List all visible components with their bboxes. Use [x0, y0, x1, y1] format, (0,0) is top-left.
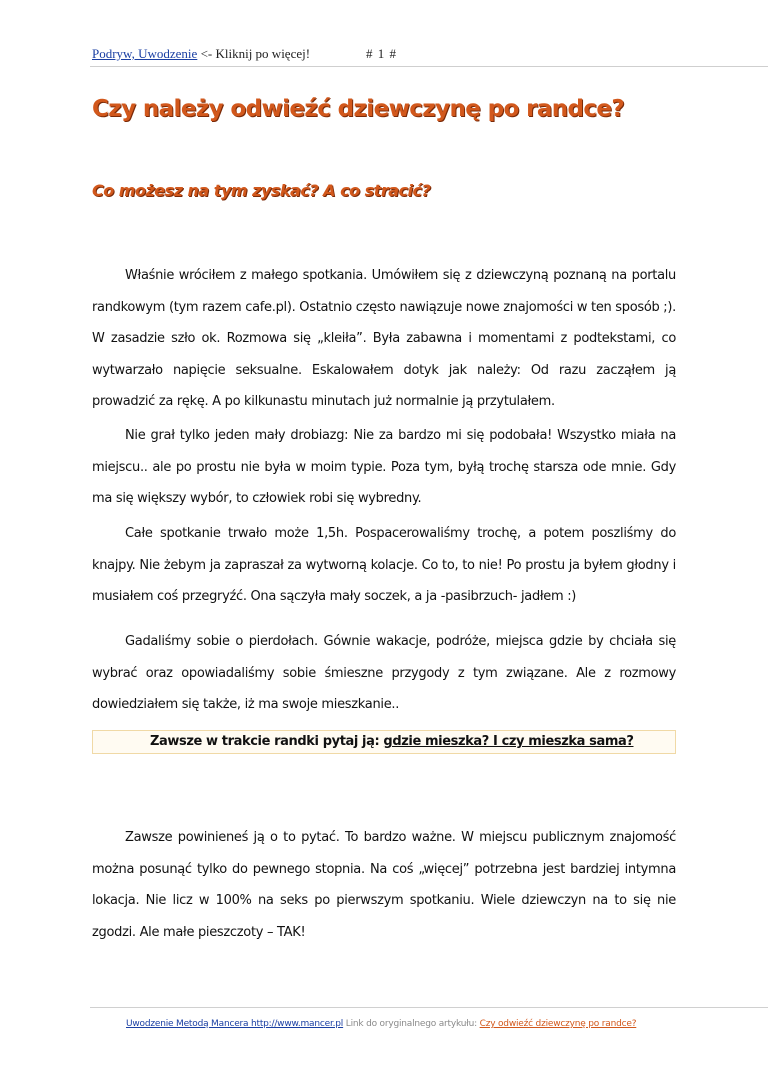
page-footer: [126, 1019, 636, 1029]
article-title: Czy należy odwieźć dziewczynę po randce?: [92, 96, 625, 122]
tip-callout-box: [92, 730, 676, 754]
tip-emphasis: gdzie mieszka? I czy mieszka sama?: [383, 734, 634, 749]
page-number: # 1 #: [366, 46, 397, 61]
header-divider: [90, 66, 768, 67]
tip-lead: Zawsze w trakcie randki pytaj ją:: [150, 734, 384, 749]
header-tail-text: <- Kliknij po więcej!: [197, 46, 311, 61]
header-link[interactable]: Podryw, Uwodzenie: [92, 46, 198, 61]
tip-callout-text: [150, 731, 633, 753]
paragraph-1: Właśnie wróciłem z małego spotkania. Umówiłem się z dziewczyną poznaną na portalu randkowym (tym razem cafe.pl). Ostatnio często nawiązuje nowe znajomości w ten sposób ;). W zasadzie szło ok. Rozmowa się „kleiła”. Była zabawna i momentami z podtekstami, co wytwarzało napięcie seksualne. Eskalowałem dotyk jak należy: Od razu zacząłem ją prowadzić za rękę. A po kilkunastu minutach już normalnie ją przytulałem.: [92, 268, 676, 409]
footer-middle-text: Link do oryginalnego artykułu:: [343, 1019, 480, 1029]
paragraph-2: Nie grał tylko jeden mały drobiazg: Nie za bardzo mi się podobała! Wszystko miała na miejscu.. ale po prostu nie była w moim typie. Poza tym, byłą trochę starsza ode mnie. Gdy ma się większy wybór, to człowiek robi się wybredny.: [92, 428, 676, 506]
paragraph-4: Gadaliśmy sobie o pierdołach. Gównie wakacje, podróże, miejsca gdzie by chciała się wybrać oraz opowiadaliśmy sobie śmieszne przygody z tym związane. Ale z rozmowy dowiedziałem się także, iż ma swoje mieszkanie..: [92, 634, 676, 712]
footer-article-link[interactable]: Czy odwieźć dziewczynę po randce?: [479, 1019, 637, 1029]
paragraph-3: Całe spotkanie trwało może 1,5h. Pospacerowaliśmy trochę, a potem poszliśmy do knajpy. Nie żebym ja zapraszał za wytworną kolacje. Co to, to nie! Po prostu ja byłem głodny i musiałem coś przegryźć. Ona sączyła mały soczek, a ja -pasibrzuch- jadłem :): [92, 526, 676, 604]
footer-divider: [90, 1007, 768, 1008]
paragraph-5: Zawsze powinieneś ją o to pytać. To bardzo ważne. W miejscu publicznym znajomość można posunąć tylko do pewnego stopnia. Na coś „więcej” potrzebna jest bardziej intymna lokacja. Nie licz w 100% na seks po pierwszym spotkaniu. Wiele dziewczyn na to się nie zgodzi. Ale małe pieszczoty – TAK!: [92, 830, 676, 940]
article-subtitle: Co możesz na tym zyskać? A co stracić?: [92, 181, 431, 200]
page-header: [92, 46, 692, 62]
footer-site-link[interactable]: Uwodzenie Metodą Mancera http://www.mancer.pl: [126, 1019, 344, 1029]
